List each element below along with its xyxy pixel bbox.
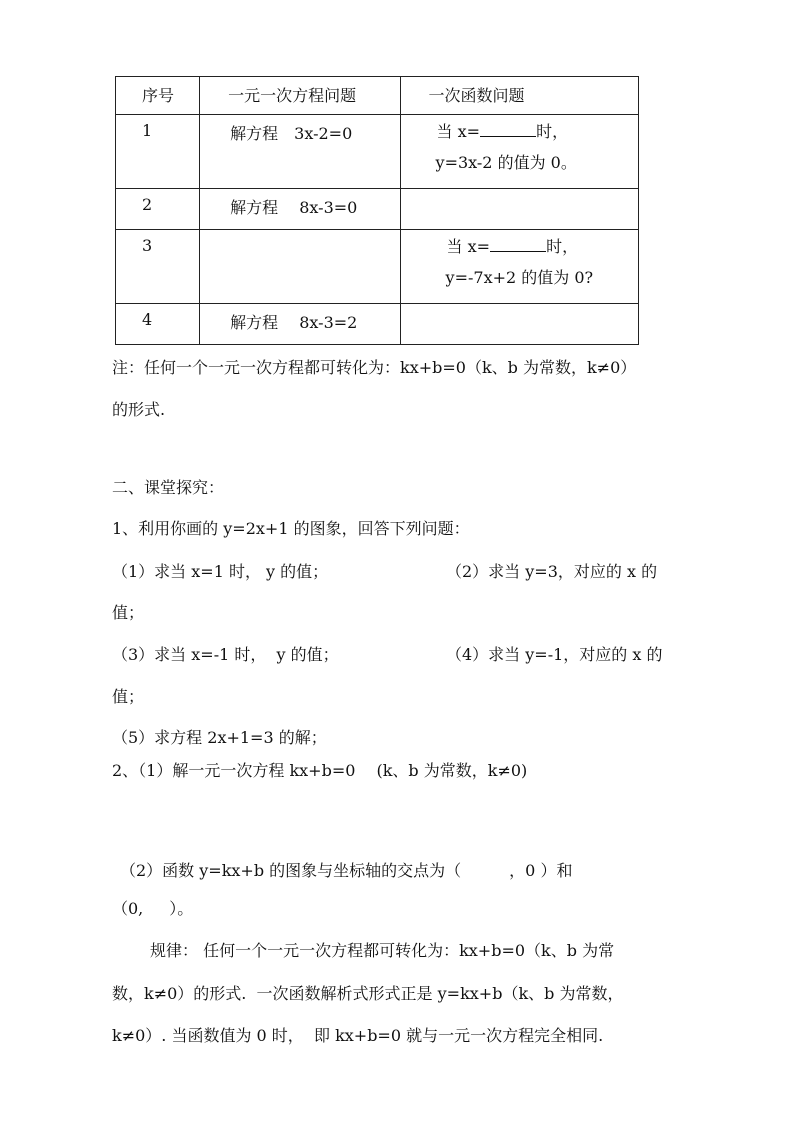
row-number-cell [116, 189, 200, 230]
header-equation: 一元一次方程问题 [228, 86, 357, 105]
q2-part-1: 2、（1）解一元一次方程 kx+b=0 (k、b 为常数，k≠0) [112, 761, 528, 780]
note-line-1: 注：任何一个一元一次方程都可转化为：kx+b=0（k、b 为常数，k≠0） [112, 358, 637, 377]
q2-part-2-suffix: ，0 ）和 [509, 861, 573, 880]
note-line-2: 的形式. [112, 400, 166, 419]
row-equation-cell [200, 230, 400, 304]
header-function: 一次函数问题 [428, 86, 525, 105]
rule-line-3: k≠0）. 当函数值为 0 时， 即 kx+b=0 就与一元一次方程完全相同. [112, 1026, 604, 1045]
q1-part-2-line-1: （2）求当 y=3，对应的 x 的 [446, 562, 658, 581]
row-number-cell [116, 115, 200, 189]
function-line-1 [401, 115, 638, 143]
q1-part-1: （1）求当 x=1 时， y 的值； [112, 562, 329, 581]
row-number-cell [116, 230, 200, 304]
table-header-row [116, 77, 639, 115]
header-cell-function [400, 77, 638, 115]
table-row [116, 230, 639, 304]
row-number: 4 [142, 310, 153, 329]
q1-part-3: （3）求当 x=-1 时， y 的值； [112, 645, 339, 664]
fill-blank [490, 237, 546, 252]
q2-part-2-line-2 [112, 898, 682, 920]
function-line-1 [401, 230, 638, 258]
table-row [116, 304, 639, 345]
fill-blank [480, 122, 536, 137]
function-suffix: 时， [536, 122, 569, 141]
row-number-cell [116, 304, 200, 345]
row-equation [200, 230, 399, 236]
q1-part-4-line-2: 值； [112, 687, 145, 706]
rule-line-1: 规律： 任何一个一元一次方程都可转化为：kx+b=0（k、b 为常 [150, 941, 615, 960]
q2-part-2-suffix-2: ）。 [169, 899, 194, 918]
function-prefix: 当 x= [446, 237, 491, 256]
header-number: 序号 [142, 86, 175, 105]
row-function-cell [400, 304, 638, 345]
function-line-2: y=3x-2 的值为 0。 [435, 153, 577, 172]
row-function-cell [400, 230, 638, 304]
q1-part-5: （5）求方程 2x+1=3 的解； [112, 728, 327, 747]
row-equation: 解方程 8x-3=2 [230, 313, 358, 332]
row-equation-cell [200, 115, 400, 189]
header-cell-equation [200, 77, 400, 115]
function-suffix: 时， [546, 237, 579, 256]
q1-part-2-line-2: 值； [112, 603, 145, 622]
q2-part-2-prefix: （2）函数 y=kx+b 的图象与坐标轴的交点为（ [120, 861, 462, 880]
row-function-cell [400, 189, 638, 230]
q2-part-2-line-1 [120, 860, 690, 882]
row-number: 1 [142, 121, 153, 140]
header-cell-number [116, 77, 200, 115]
row-equation-cell [200, 304, 400, 345]
function-line-2: y=-7x+2 的值为 0? [445, 268, 594, 287]
q2-part-2-prefix-2: （0, [112, 899, 144, 918]
q1-intro: 1、利用你画的 y=2x+1 的图象，回答下列问题： [112, 519, 470, 538]
row-equation: 解方程 8x-3=0 [230, 198, 358, 217]
row-function-cell [400, 115, 638, 189]
row-number: 3 [142, 236, 153, 255]
row-equation-cell [200, 189, 400, 230]
function-prefix: 当 x= [436, 122, 481, 141]
row-number: 2 [142, 195, 153, 214]
q1-part-4-line-1: （4）求当 y=-1，对应的 x 的 [446, 645, 663, 664]
row-equation: 解方程 3x-2=0 [230, 124, 353, 143]
comparison-table [115, 76, 639, 345]
table-row [116, 189, 639, 230]
section-title: 二、课堂探究： [112, 478, 225, 497]
rule-line-2: 数，k≠0）的形式. 一次函数解析式形式正是 y=kx+b（k、b 为常数， [112, 984, 624, 1003]
table-row [116, 115, 639, 189]
